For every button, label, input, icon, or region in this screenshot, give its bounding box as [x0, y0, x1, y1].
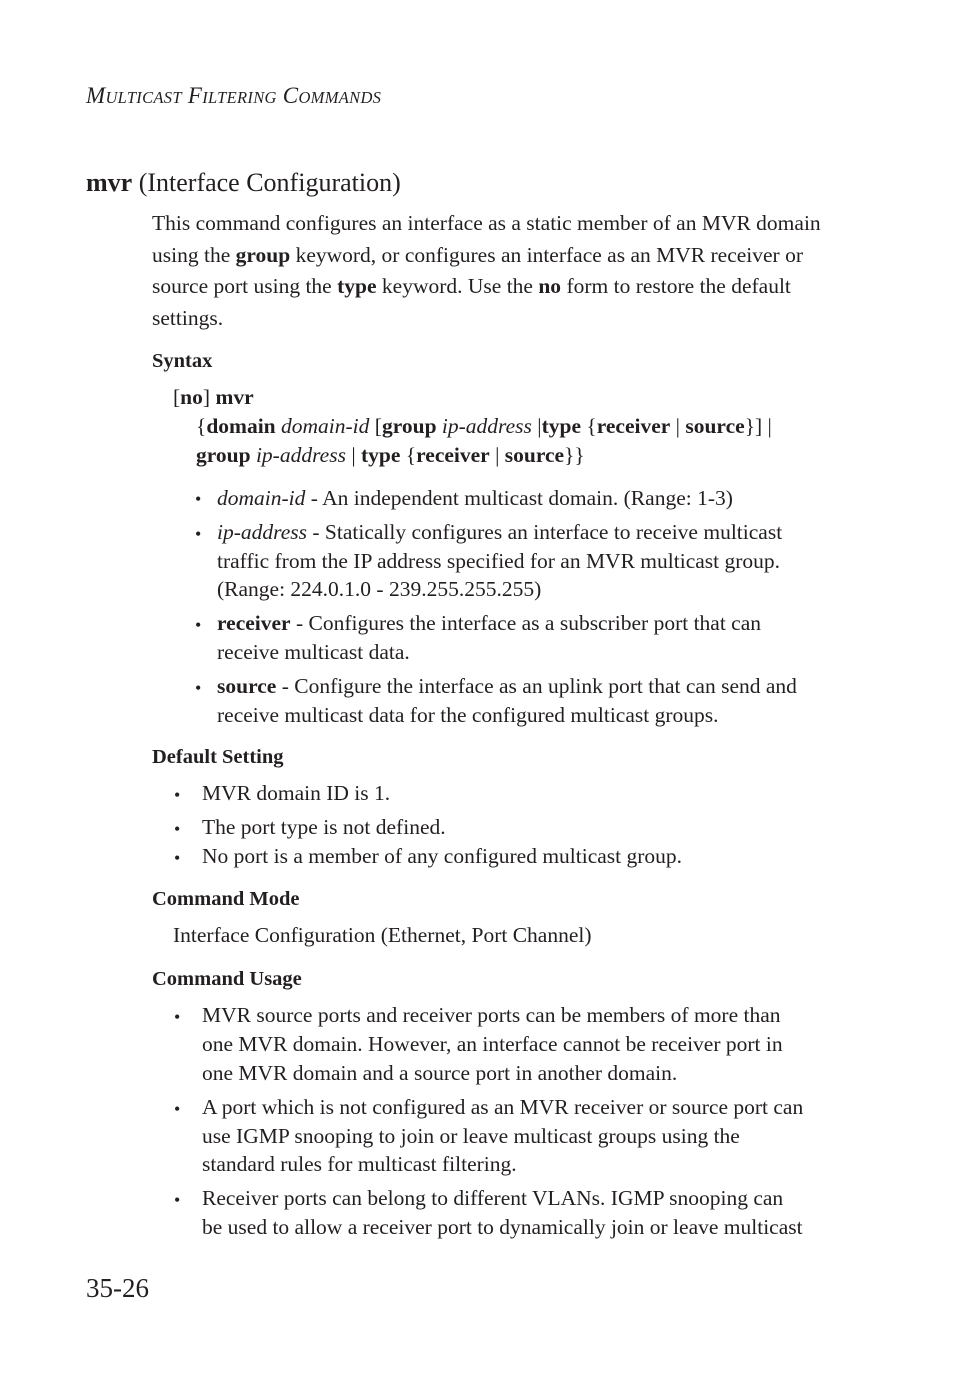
description-text: This command configures an interface as a static member of an MVR domain using the: [152, 211, 821, 267]
syntax-pipe: |: [489, 443, 505, 467]
header-initial: F: [187, 83, 203, 108]
header-smallcaps: OMMANDS: [298, 88, 382, 107]
syntax-receiver: receiver: [416, 443, 490, 467]
header-initial: M: [86, 83, 106, 108]
syntax-brace: {: [400, 443, 417, 467]
param-term: ip-address: [217, 520, 307, 544]
keyword-group: group: [235, 242, 291, 267]
param-desc-line: traffic from the IP address specified for an MVR multicast group.: [217, 549, 781, 573]
bullet: •: [174, 848, 181, 868]
list-item: The port type is not defined.: [202, 815, 446, 839]
syntax-domain: domain: [206, 414, 276, 438]
list-item: No port is a member of any configured multicast group.: [202, 844, 683, 868]
syntax-brace: {: [581, 414, 597, 438]
section-title: [86, 168, 401, 198]
syntax-type: type: [541, 414, 581, 438]
usage-line: MVR source ports and receiver ports can be members of more than: [202, 1003, 781, 1027]
param-receiver: [217, 611, 761, 636]
param-domain-id: [217, 486, 733, 511]
param-desc: - Configure the interface as an uplink port that can send and: [276, 674, 797, 698]
default-setting-heading: Default Setting: [152, 746, 284, 768]
bullet: •: [174, 1190, 181, 1210]
syntax-close: }}: [564, 443, 585, 467]
syntax-pipe: |: [670, 414, 686, 438]
header-smallcaps: ULTICAST: [105, 88, 182, 107]
syntax-line-3: [196, 443, 585, 468]
usage-line: be used to allow a receiver port to dynamically join or leave multicast: [202, 1215, 803, 1239]
syntax-type: type: [361, 443, 401, 467]
syntax-bracket: [: [369, 414, 382, 438]
usage-line: A port which is not configured as an MVR receiver or source port can: [202, 1095, 804, 1119]
param-desc: - Statically configures an interface to receive multicast: [306, 520, 783, 544]
syntax-no: no: [180, 385, 203, 409]
param-term: receiver: [217, 611, 291, 635]
keyword-type: type: [337, 274, 377, 298]
param-desc-line: receive multicast data.: [217, 640, 410, 664]
syntax-pipe: |: [531, 414, 542, 438]
description-text: form to restore the default settings.: [152, 274, 791, 330]
syntax-domain-id: domain-id: [281, 414, 370, 438]
param-source: [217, 674, 797, 699]
bullet: •: [195, 678, 202, 698]
bullet: •: [195, 489, 202, 509]
usage-line: Receiver ports can belong to different VLANs. IGMP snooping can: [202, 1186, 784, 1210]
syntax-group: group: [381, 414, 437, 438]
syntax-bracket: [: [173, 385, 181, 409]
param-term: domain-id: [217, 486, 306, 510]
syntax-source: source: [685, 414, 745, 438]
syntax-heading: Syntax: [152, 350, 213, 372]
title-context: (Interface Configuration): [138, 168, 401, 197]
usage-line: one MVR domain and a source port in another domain.: [202, 1061, 678, 1085]
syntax-brace: {: [196, 414, 207, 438]
param-ip-address: [217, 520, 782, 545]
syntax-receiver: receiver: [596, 414, 671, 438]
syntax-close: }] |: [744, 414, 772, 438]
page-number: 35-26: [86, 1273, 149, 1303]
syntax-mvr: mvr: [215, 385, 254, 409]
header-smallcaps: ILTERING: [202, 88, 277, 107]
param-desc: - An independent multicast domain. (Range: 1-3): [305, 486, 733, 510]
keyword-no: no: [538, 274, 562, 298]
command-mode-text: Interface Configuration (Ethernet, Port Channel): [173, 923, 592, 947]
title-command: mvr: [86, 168, 133, 197]
syntax-source: source: [504, 443, 565, 467]
usage-line: use IGMP snooping to join or leave multicast groups using the: [202, 1124, 740, 1148]
bullet: •: [174, 1007, 181, 1027]
syntax-group: group: [196, 443, 251, 467]
command-usage-heading: Command Usage: [152, 968, 302, 990]
description-paragraph: [152, 208, 852, 334]
list-item: MVR domain ID is 1.: [202, 781, 391, 805]
bullet: •: [174, 819, 181, 839]
syntax-ip-address: ip-address: [255, 443, 346, 467]
param-desc-line: receive multicast data for the configured multicast groups.: [217, 703, 719, 727]
bullet: •: [195, 524, 202, 544]
param-desc: - Configures the interface as a subscriber port that can: [290, 611, 762, 635]
syntax-pipe: |: [345, 443, 361, 467]
bullet: •: [195, 615, 202, 635]
syntax-line-1: [173, 385, 254, 410]
syntax-bracket: ]: [202, 385, 216, 409]
description-text: keyword, or configures an interface as an MVR receiver or source port using the: [152, 242, 803, 298]
syntax-ip-address: ip-address: [441, 414, 532, 438]
command-mode-heading: Command Mode: [152, 888, 300, 910]
syntax-line-2: [196, 414, 772, 439]
usage-line: standard rules for multicast filtering.: [202, 1152, 517, 1176]
usage-line: one MVR domain. However, an interface cannot be receiver port in: [202, 1032, 783, 1056]
header-initial: C: [282, 83, 299, 108]
bullet: •: [174, 1099, 181, 1119]
bullet: •: [174, 785, 181, 805]
description-text: keyword. Use the: [376, 274, 539, 298]
param-desc-line: (Range: 224.0.1.0 - 239.255.255.255): [217, 577, 542, 601]
running-header: [86, 83, 381, 109]
param-term: source: [217, 674, 277, 698]
